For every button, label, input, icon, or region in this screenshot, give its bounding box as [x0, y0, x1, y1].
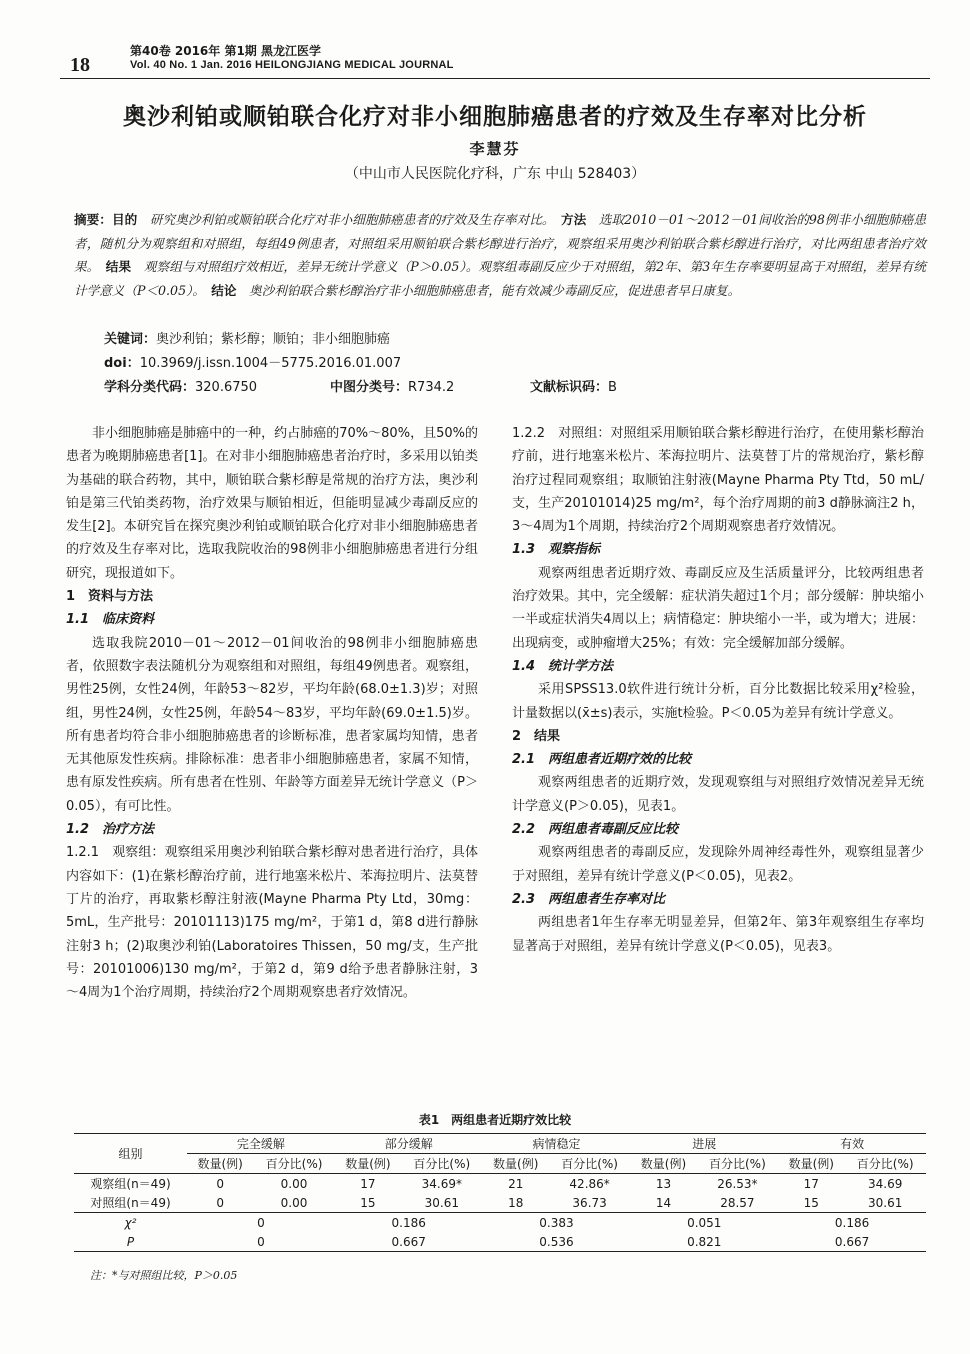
table-cell: 14 [655, 1195, 672, 1210]
sub-count: 数量(例) [778, 1154, 844, 1174]
table-cell: 15 [803, 1195, 819, 1210]
sub-count: 数量(例) [187, 1154, 253, 1174]
result-text: 观察组与对照组疗效相近，差异无统计学意义（P＞0.05）。观察组毒副反应少于对照组，第2年、第3年生存率要明显高于对照组，差异有统计学意义（P＜0.05）。 [74, 259, 926, 298]
row-label: 观察组(n＝49) [90, 1177, 171, 1191]
table-cell: 0 [216, 1176, 224, 1191]
table-cell: 0 [216, 1195, 224, 1210]
table1 [74, 1133, 926, 1252]
conclusion-label: 结论 [211, 282, 237, 298]
abstract-label: 摘要： [74, 212, 112, 227]
control-group-paragraph: 1.2.2 对照组：对照组采用顺铂联合紫杉醇进行治疗，在使用紫杉醇治疗前，进行地塞米松片、苯海拉明片、法莫替丁片的常规治疗，紫杉醇治疗过程同观察组；取顺铂注射液(Mayne Pharma Pty Ttd，50 mL/支，生产20101014)25 mg/m²，每个治疗周期的前3 d静脉滴注2 h，3～4周为1个周期，持续治疗2个周期观察患者疗效情况。 [512, 426, 924, 535]
doccode-label: 文献标识码： [530, 380, 609, 395]
table-row-chi [74, 1213, 926, 1233]
table-cell: 26.53* [717, 1176, 758, 1191]
table-cell: 0 [187, 1232, 335, 1252]
sub-pct: 百分比(%) [253, 1154, 335, 1174]
page-header [60, 38, 920, 78]
table-cell: 34.69 [868, 1176, 903, 1191]
method-label: 方法 [560, 212, 587, 227]
classification-line [104, 376, 257, 395]
table-cell: 0.667 [335, 1232, 483, 1252]
table-cell: 36.73 [572, 1195, 607, 1210]
class-label: 学科分类代码： [104, 380, 196, 395]
subsection-heading-1-3: 1.3 观察指标 [512, 542, 601, 558]
article-title: 奥沙利铂或顺铂联合化疗对非小细胞肺癌患者的疗效及生存率对比分析 [123, 104, 867, 130]
table-cell: 17 [360, 1176, 376, 1191]
table-cell: 0.051 [630, 1213, 778, 1233]
result-label: 结果 [105, 259, 132, 274]
statistics-paragraph: 采用SPSS13.0软件进行统计分析，百分比数据比较采用χ²检验，计量数据以(x̄±s)表示，实施t检验。P＜0.05为差异有统计学意义。 [512, 682, 924, 721]
table-cell: 30.61 [424, 1195, 459, 1210]
abstract [74, 208, 926, 302]
p-label: P [74, 1232, 187, 1252]
group-header-pr: 部分缓解 [335, 1134, 483, 1154]
doi-label: doi： [104, 356, 140, 371]
clc-code: R734.2 [408, 380, 455, 395]
conclusion-text: 奥沙利铂联合紫杉醇治疗非小细胞肺癌患者，能有效减少毒副反应，促进患者早日康复。 [249, 282, 741, 298]
sub-count: 数量(例) [483, 1154, 549, 1174]
right-column [512, 422, 924, 958]
sub-pct: 百分比(%) [697, 1154, 779, 1174]
subsection-heading-1-2: 1.2 治疗方法 [66, 822, 155, 838]
class-code: 320.6750 [195, 380, 258, 395]
table-cell: 0.667 [778, 1232, 926, 1252]
subsection-heading-2-3: 2.3 两组患者生存率对比 [512, 891, 666, 907]
author-affiliation: （中山市人民医院化疗科，广东 中山 528403） [344, 166, 646, 182]
doccode-line [530, 376, 617, 395]
doi-line [104, 352, 401, 371]
table-cell: 21 [508, 1176, 524, 1191]
table-cell: 0.536 [483, 1232, 631, 1252]
row-label: 对照组(n＝49) [90, 1196, 171, 1210]
method-text: 选取2010－01～2012－01间收治的98例非小细胞肺癌患者，随机分为观察组和对照组，每组49例患者，对照组采用顺铂联合紫杉醇进行治疗，观察组采用奥沙利铂联合紫杉醇进行治疗，对比两组患者治疗效果。 [74, 212, 927, 274]
table-cell: 17 [803, 1176, 819, 1191]
sub-count: 数量(例) [630, 1154, 696, 1174]
article-author: 李慧芬 [469, 140, 521, 158]
sub-pct: 百分比(%) [844, 1154, 926, 1174]
doi: 10.3969/j.issn.1004－5775.2016.01.007 [139, 356, 402, 371]
journal-issue-cn: 第40卷 2016年 第1期 黑龙江医学 [130, 44, 321, 58]
table1-note: 注：*与对照组比较，P＞0.05 [90, 1269, 238, 1282]
subsection-heading-1-4: 1.4 统计学方法 [512, 658, 614, 674]
table-cell: 0.186 [335, 1213, 483, 1233]
purpose-label: 目的 [111, 212, 138, 227]
section-heading-1: 1 资料与方法 [66, 589, 154, 605]
subsection-heading-2-1: 2.1 两组患者近期疗效的比较 [512, 752, 692, 768]
table-cell: 18 [508, 1195, 524, 1210]
purpose-text: 研究奥沙利铂或顺铂联合化疗对非小细胞肺癌患者的疗效及生存率对比。 [149, 212, 549, 227]
table-row [74, 1193, 926, 1213]
table-cell: 0.383 [483, 1213, 631, 1233]
table-cell: 15 [360, 1195, 376, 1210]
table-row [74, 1174, 926, 1194]
table-cell: 0.00 [280, 1195, 308, 1210]
journal-issue-en: Vol. 40 No. 1 Jan. 2016 HEILONGJIANG MEDICAL JOURNAL [130, 59, 454, 71]
sub-count: 数量(例) [335, 1154, 401, 1174]
indicators-paragraph: 观察两组患者近期疗效、毒副反应及生活质量评分，比较两组患者治疗效果。其中，完全缓解：症状消失超过1个月；部分缓解：肿块缩小一半或症状消失4周以上；病情稳定：肿块缩小一半，或为增大；进展：出现病变，或肿瘤增大25%；有效：完全缓解加部分缓解。 [512, 565, 924, 651]
table-cell: 0.821 [630, 1232, 778, 1252]
group-header: 组别 [74, 1134, 187, 1174]
result-paragraph-1: 观察两组患者的近期疗效，发现观察组与对照组疗效情况差异无统计学意义(P＞0.05)，见表1。 [512, 775, 924, 814]
clc-label: 中图分类号： [330, 380, 409, 395]
result-paragraph-2: 观察两组患者的毒副反应，发现除外周神经毒性外，观察组显著少于对照组，差异有统计学意义(P＜0.05)，见表2。 [512, 845, 924, 884]
intro-paragraph: 非小细胞肺癌是肺癌中的一种，约占肺癌的70%～80%，且50%的患者为晚期肺癌患者[1]。在对非小细胞肺癌患者治疗时，多采用以铂类为基础的联合药物，其中，顺铂联合紫杉醇是常规的治疗方法，奥沙利铂是第三代铂类药物，治疗效果与顺铂相近，但能明显减少毒副反应的发生[2]。本研究旨在探究奥沙利铂或顺铂联合化疗对非小细胞肺癌患者的疗效及生存率对比，选取我院收治的98例非小细胞肺癌患者进行分组研究，现报道如下。 [66, 426, 478, 581]
chi-label: χ² [74, 1213, 187, 1233]
keywords-label: 关键词： [104, 332, 157, 347]
clc-line [330, 376, 454, 395]
header-rule [60, 78, 930, 79]
table-cell: 30.61 [868, 1195, 903, 1210]
table-cell: 0 [187, 1213, 335, 1233]
table-subheader-row [74, 1154, 926, 1174]
clinical-data-paragraph: 选取我院2010－01～2012－01间收治的98例非小细胞肺癌患者，依照数字表法随机分为观察组和对照组，每组49例患者。观察组，男性25例，女性24例，年龄53～82岁，平均年龄(68.0±1.3)岁；对照组，男性24例，女性25例，年龄54～83岁，平均年龄(69.0±1.5)岁。所有患者均符合非小细胞肺癌患者的诊断标准，患者家属均知情，患者无其他原发性疾病。排除标准：患者非小细胞肺癌患者，家属不知情，患有原发性疾病。所有患者在性别、年龄等方面差异无统计学意义（P＞0.05），有可比性。 [66, 635, 478, 814]
keywords: 奥沙利铂；紫杉醇；顺铂；非小细胞肺癌 [156, 332, 391, 347]
table-cell: 0.186 [778, 1213, 926, 1233]
page-number: 18 [70, 54, 90, 76]
subsection-heading-2-2: 2.2 两组患者毒副反应比较 [512, 822, 679, 838]
left-column [66, 422, 478, 1004]
keywords-line [104, 328, 390, 347]
sub-pct: 百分比(%) [401, 1154, 483, 1174]
table-cell: 34.69* [421, 1176, 462, 1191]
table1-caption: 表1 两组患者近期疗效比较 [418, 1113, 572, 1127]
group-header-eff: 有效 [778, 1134, 926, 1154]
table-cell: 28.57 [720, 1195, 755, 1210]
result-paragraph-3: 两组患者1年生存率无明显差异，但第2年、第3年观察组生存率均显著高于对照组，差异有统计学意义(P＜0.05)，见表3。 [512, 915, 924, 954]
table-cell: 13 [655, 1176, 672, 1191]
table-row-p [74, 1232, 926, 1252]
doccode: B [608, 380, 617, 395]
table-header-row [74, 1134, 926, 1154]
observation-group-paragraph: 1.2.1 观察组：观察组采用奥沙利铂联合紫杉醇对患者进行治疗，具体内容如下：(1)在紫杉醇治疗前，进行地塞米松片、苯海拉明片、法莫替丁片的治疗，再取紫杉醇注射液(Mayne Pharma Pty Ltd，30mg：5mL，生产批号：20101113)175 mg/m²，于第1 d，第8 d进行静脉注射3 h；(2)取奥沙利铂(Laboratoires Thissen，50 mg/支，生产批号：20101006)130 mg/m²，于第2 d，第9 d给予患者静脉注射，3～4周为1个治疗周期，持续治疗2个周期观察患者疗效情况。 [66, 845, 478, 1001]
section-heading-2: 2 结果 [512, 728, 561, 744]
sub-pct: 百分比(%) [549, 1154, 631, 1174]
subsection-heading-1-1: 1.1 临床资料 [66, 612, 155, 628]
table-cell: 0.00 [280, 1176, 308, 1191]
group-header-cr: 完全缓解 [187, 1134, 335, 1154]
group-header-sd: 病情稳定 [483, 1134, 631, 1154]
table-cell: 42.86* [569, 1176, 610, 1191]
group-header-pd: 进展 [630, 1134, 778, 1154]
